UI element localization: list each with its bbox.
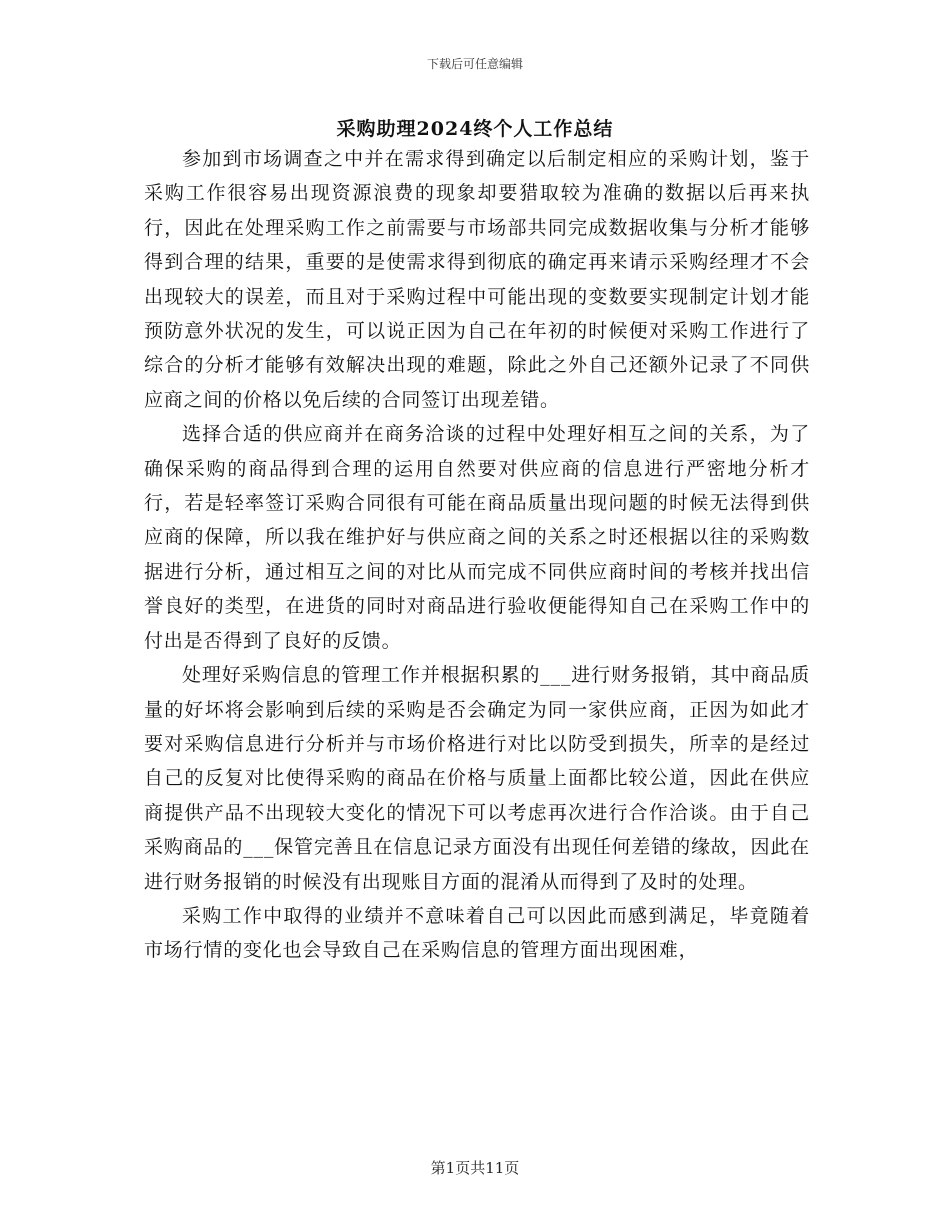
paragraph: 参加到市场调查之中并在需求得到确定以后制定相应的采购计划，鉴于采购工作很容易出现资源浪费的现象却要猎取较为准确的数据以后再来执行，因此在处理采购工作之前需要与市场部共同完成数据收集与分析才能够得到合理的结果，重要的是使需求得到彻底的确定再来请示采购经理才不会出现较大的误差，而且对于采购过程中可能出现的变数要实现制定计划才能预防意外状况的发生，可以说正因为自己在年初的时候便对采购工作进行了综合的分析才能够有效解决出现的难题，除此之外自己还额外记录了不同供应商之间的价格以免后续的合同签订出现差错。 [144,148,810,411]
paragraph: 处理好采购信息的管理工作并根据积累的___进行财务报销，其中商品质量的好坏将会影响到后续的采购是否会确定为同一家供应商，正因为如此才要对采购信息进行分析并与市场价格进行对比以防受到损失，所幸的是经过自己的反复对比使得采购的商品在价格与质量上面都比较公道，因此在供应商提供产品不出现较大变化的情况下可以考虑再次进行合作洽谈。由于自己采购商品的___保管完善且在信息记录方面没有出现任何差错的缘故，因此在进行财务报销的时候没有出现账目方面的混淆从而得到了及时的处理。 [144,664,810,893]
document-body [144,142,810,968]
page-footer: 第1页共11页 [430,1159,520,1177]
document-title: 采购助理2024终个人工作总结 [336,118,614,140]
header-note: 下载后可任意编辑 [426,57,523,71]
paragraph: 采购工作中取得的业绩并不意味着自己可以因此而感到满足，毕竟随着市场行情的变化也会导致自己在采购信息的管理方面出现困难， [144,904,810,962]
paragraph: 选择合适的供应商并在商务洽谈的过程中处理好相互之间的关系，为了确保采购的商品得到合理的运用自然要对供应商的信息进行严密地分析才行，若是轻率签订采购合同很有可能在商品质量出现问题的时候无法得到供应商的保障，所以我在维护好与供应商之间的关系之时还根据以往的采购数据进行分析，通过相互之间的对比从而完成不同供应商时间的考核并找出信誉良好的类型，在进货的同时对商品进行验收便能得知自己在采购工作中的付出是否得到了良好的反馈。 [144,423,810,652]
